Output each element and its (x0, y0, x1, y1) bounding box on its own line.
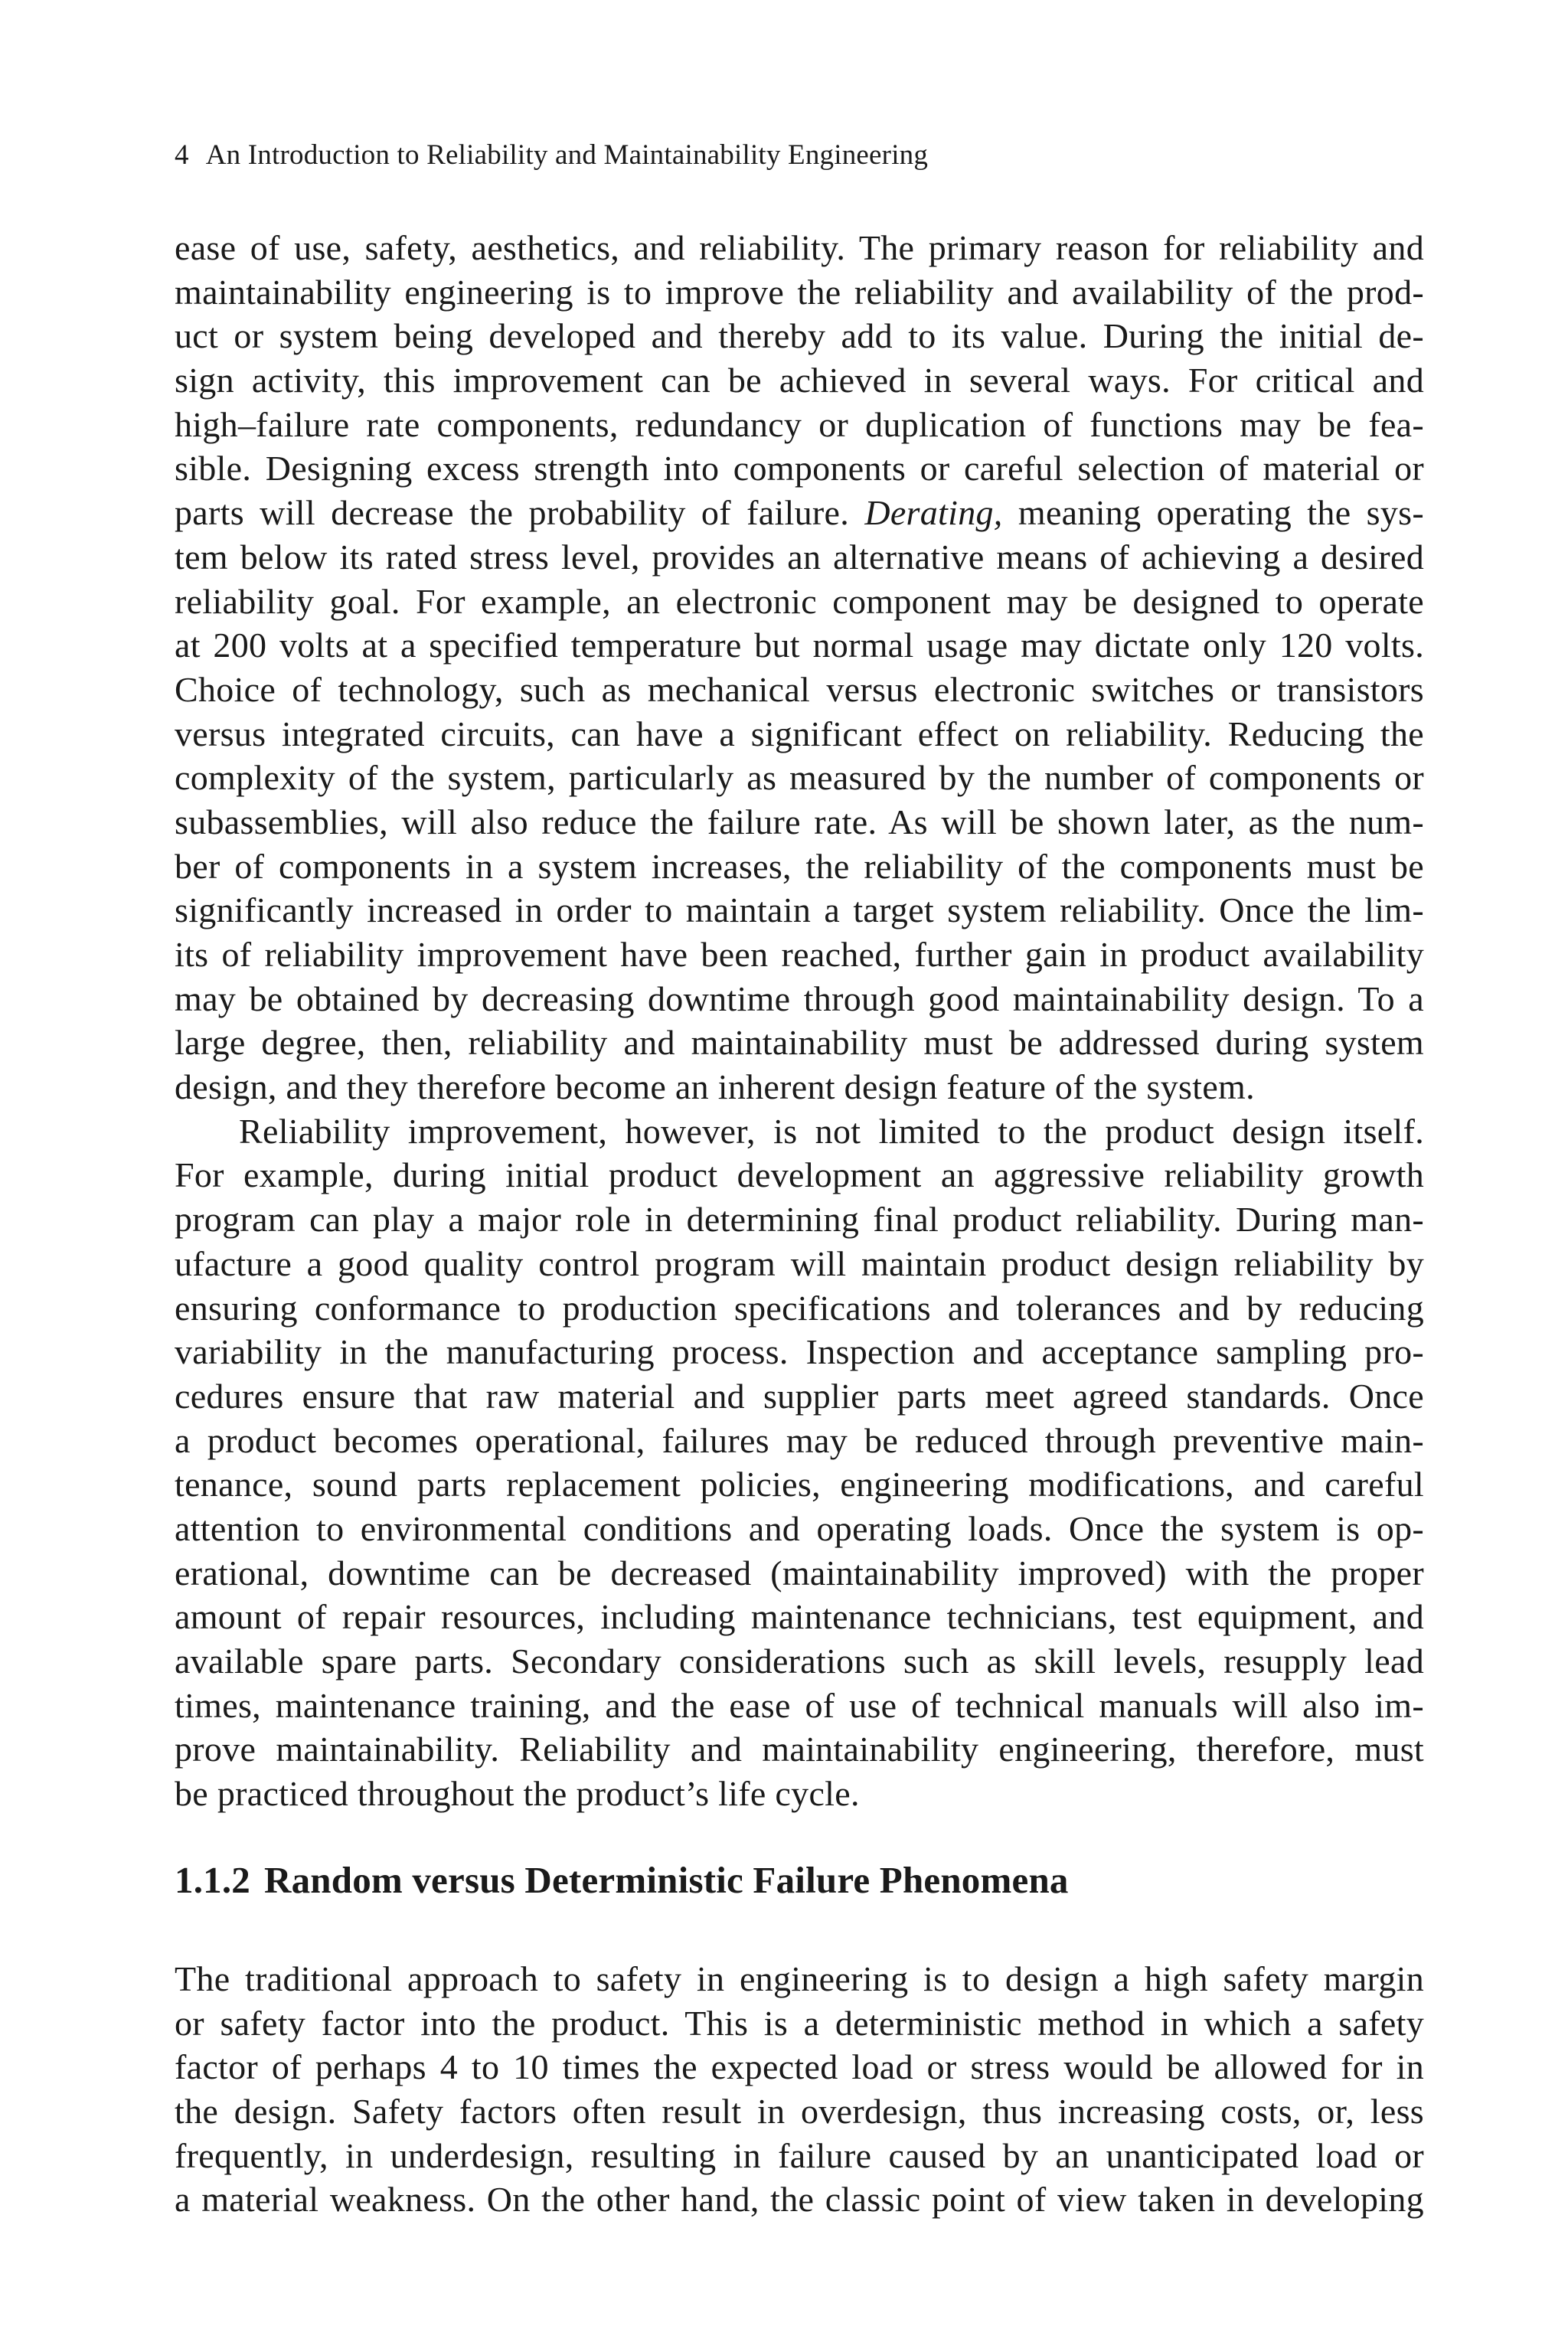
text-line (175, 491, 1424, 535)
body-text-lower (175, 1957, 1424, 2222)
text-line: maintainability engineering is to improve the reliability and availability of the prod- (175, 272, 1424, 312)
text-line: be practiced throughout the product’s life cycle. (175, 1774, 860, 1814)
text-line: sible. Designing excess strength into components or careful selection of material or (175, 449, 1424, 488)
running-head (175, 136, 928, 175)
text-line: ufacture a good quality control program will maintain product design reliability by (175, 1243, 1424, 1283)
text-line: versus integrated circuits, can have a significant effect on reliability. Reducing the (175, 714, 1424, 753)
text-line: tem below its rated stress level, provides an alternative means of achieving a desired (175, 537, 1424, 577)
text-line: program can play a major role in determining final product reliability. During man- (175, 1200, 1424, 1240)
paragraph (175, 1109, 1424, 1816)
section-heading (175, 1857, 1069, 1904)
text-line: For example, during initial product development an aggressive reliability growth (175, 1155, 1424, 1195)
text-line: may be obtained by decreasing downtime through good maintainability design. To a (175, 978, 1424, 1018)
text-line: a product becomes operational, failures may be reduced through preventive main- (175, 1420, 1424, 1460)
text-line: times, maintenance training, and the ease of use of technical manuals will also im- (175, 1685, 1424, 1725)
italic-term: Derating, (864, 493, 1003, 533)
text-line: complexity of the system, particularly as measured by the number of components or (175, 758, 1424, 798)
text-line: at 200 volts at a specified temperature but normal usage may dictate only 120 volts. (175, 626, 1424, 665)
text-segment: meaning operating the sys- (1002, 493, 1424, 533)
text-line: prove maintainability. Reliability and maintainability engineering, therefore, must (175, 1730, 1424, 1769)
text-line: erational, downtime can be decreased (maintainability improved) with the proper (175, 1553, 1424, 1592)
page-number: 4 (175, 139, 189, 171)
text-line: a material weakness. On the other hand, the classic point of view taken in developing (175, 2180, 1424, 2220)
text-line: high–failure rate components, redundancy or duplication of functions may be fea- (175, 404, 1424, 444)
text-line: amount of repair resources, including maintenance technicians, test equipment, and (175, 1597, 1424, 1637)
text-line: sign activity, this improvement can be achieved in several ways. For critical and (175, 361, 1424, 400)
text-line: subassemblies, will also reduce the failure rate. As will be shown later, as the num- (175, 802, 1424, 841)
text-line: variability in the manufacturing process. Inspection and acceptance sampling pro- (175, 1332, 1424, 1372)
text-line: ber of components in a system increases, the reliability of the components must be (175, 846, 1424, 886)
text-line: large degree, then, reliability and maintainability must be addressed during system (175, 1023, 1424, 1063)
text-line: its of reliability improvement have been reached, further gain in product availability (175, 935, 1424, 974)
text-line: Reliability improvement, however, is not limited to the product design itself. (239, 1111, 1424, 1151)
text-line: frequently, in underdesign, resulting in failure caused by an unanticipated load or (175, 2135, 1424, 2175)
text-line: attention to environmental conditions and operating loads. Once the system is op- (175, 1508, 1424, 1548)
text-line: ease of use, safety, aesthetics, and reliability. The primary reason for reliability and (175, 228, 1424, 267)
text-line: the design. Safety factors often result in overdesign, thus increasing costs, or, less (175, 2092, 1424, 2132)
text-line: ensuring conformance to production specifications and tolerances and by reducing (175, 1288, 1424, 1328)
paragraph (175, 226, 1424, 1109)
text-line: available spare parts. Secondary considerations such as skill levels, resupply lead (175, 1642, 1424, 1681)
text-line: Choice of technology, such as mechanical versus electronic switches or transistors (175, 669, 1424, 709)
text-line: factor of perhaps 4 to 10 times the expected load or stress would be allowed for in (175, 2047, 1424, 2087)
text-line: uct or system being developed and thereby add to its value. During the initial de- (175, 316, 1424, 356)
text-line: design, and they therefore become an inherent design feature of the system. (175, 1067, 1255, 1107)
body-text-upper (175, 226, 1424, 1816)
section-title: Random versus Deterministic Failure Phenomena (264, 1859, 1069, 1901)
text-segment: parts will decrease the probability of failure. (175, 493, 850, 533)
text-line: reliability goal. For example, an electronic component may be designed to operate (175, 581, 1424, 621)
section-number: 1.1.2 (175, 1859, 250, 1901)
text-line: tenance, sound parts replacement policies, engineering modifications, and careful (175, 1465, 1424, 1504)
text-line: significantly increased in order to maintain a target system reliability. Once the lim- (175, 890, 1424, 930)
text-line: The traditional approach to safety in engineering is to design a high safety margin (175, 1959, 1424, 1998)
running-head-title: An Introduction to Reliability and Maintainability Engineering (205, 139, 929, 171)
text-line: cedures ensure that raw material and supplier parts meet agreed standards. Once (175, 1376, 1424, 1416)
paragraph (175, 1957, 1424, 2222)
text-line: or safety factor into the product. This is a deterministic method in which a safety (175, 2003, 1424, 2043)
